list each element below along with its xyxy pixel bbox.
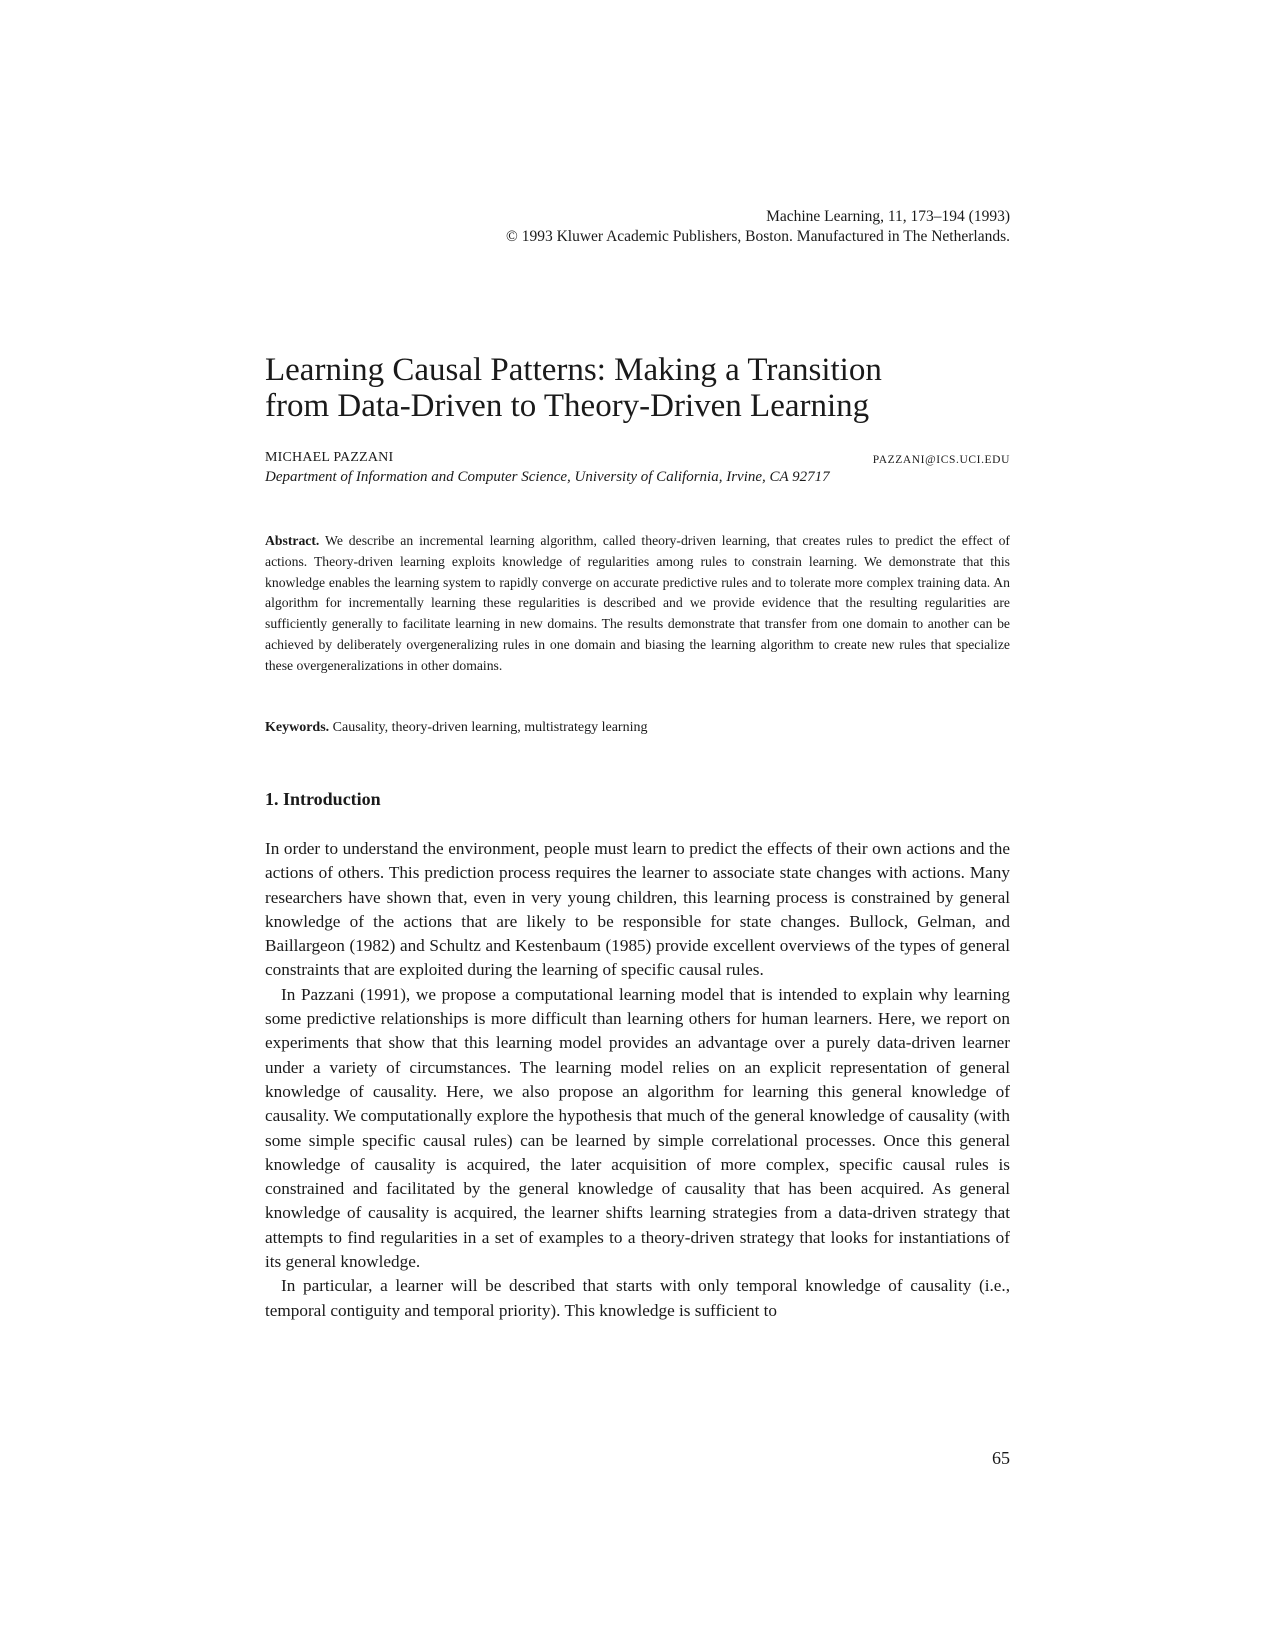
author-name: MICHAEL PAZZANI [265,450,394,465]
body-paragraph-3: In particular, a learner will be described that starts with only temporal knowledge of causality (i.e., temporal contiguity and temporal priority). This knowledge is sufficient to [265,1276,1010,1320]
body-paragraph-1: In order to understand the environment, people must learn to predict the effects of their own actions and the actions of others. This prediction process requires the learner to associate state changes with actions. Many researchers have shown that, even in very young children, this learning process is constrained by general knowledge of the actions that are likely to be responsible for state changes. Bullock, Gelman, and Baillargeon (1982) and Schultz and Kestenbaum (1985) provide excellent overviews of the types of general constraints that are exploited during the learning of specific causal rules. [265,839,1010,980]
section-heading: 1. Introduction [265,789,381,809]
title-line-2: from Data-Driven to Theory-Driven Learning [265,388,870,424]
abstract-label: Abstract. [265,533,320,548]
journal-citation: Machine Learning, 11, 173–194 (1993) [766,208,1010,225]
body-paragraph-2: In Pazzani (1991), we propose a computational learning model that is intended to explain why learning some predictive relationships is more difficult than learning others for human learners. Here, we report on experiments that show that this learning model provides an advantage over a purely data-driven learner under a variety of circumstances. The learning model relies on an explicit representation of general knowledge of causality. Here, we also propose an algorithm for learning this general knowledge of causality. We computationally explore the hypothesis that much of the general knowledge of causality (with some simple specific causal rules) can be learned by simple correlational processes. Once this general knowledge of causality is acquired, the later acquisition of more complex, specific causal rules is constrained and facilitated by the general knowledge of causality that has been acquired. As general knowledge of causality is acquired, the learner shifts learning strategies from a data-driven strategy that attempts to find regularities in a set of examples to a theory-driven strategy that looks for instantiations of its general knowledge. [265,984,1010,1272]
body-text [265,837,1010,1323]
page-number: 65 [992,1448,1010,1468]
keywords [265,718,1010,738]
abstract [265,531,1010,677]
author-row [265,449,1010,469]
author-email: PAZZANI@ICS.UCI.EDU [872,454,1010,466]
author-affiliation: Department of Information and Computer Science, University of California, Irvine, CA 92717 [265,469,830,485]
paper-title [265,352,1010,424]
keywords-label: Keywords. [265,720,330,735]
copyright-notice: © 1993 Kluwer Academic Publishers, Boston. Manufactured in The Netherlands. [506,228,1010,245]
journal-header [506,207,1010,247]
abstract-text: We describe an incremental learning algorithm, called theory-driven learning, that creates rules to predict the effect of actions. Theory-driven learning exploits knowledge of regularities among rules to constrain learning. We demonstrate that this knowledge enables the learning system to rapidly converge on accurate predictive rules and to tolerate more complex training data. An algorithm for incrementally learning these regularities is described and we provide evidence that the resulting regularities are sufficiently generally to facilitate learning in new domains. The results demonstrate that transfer from one domain to another can be achieved by deliberately overgeneralizing rules in one domain and biasing the learning algorithm to create new rules that specialize these overgeneralizations in other domains. [265,533,1010,673]
keywords-text: Causality, theory-driven learning, multistrategy learning [332,720,648,735]
title-line-1: Learning Causal Patterns: Making a Transition [265,352,882,388]
